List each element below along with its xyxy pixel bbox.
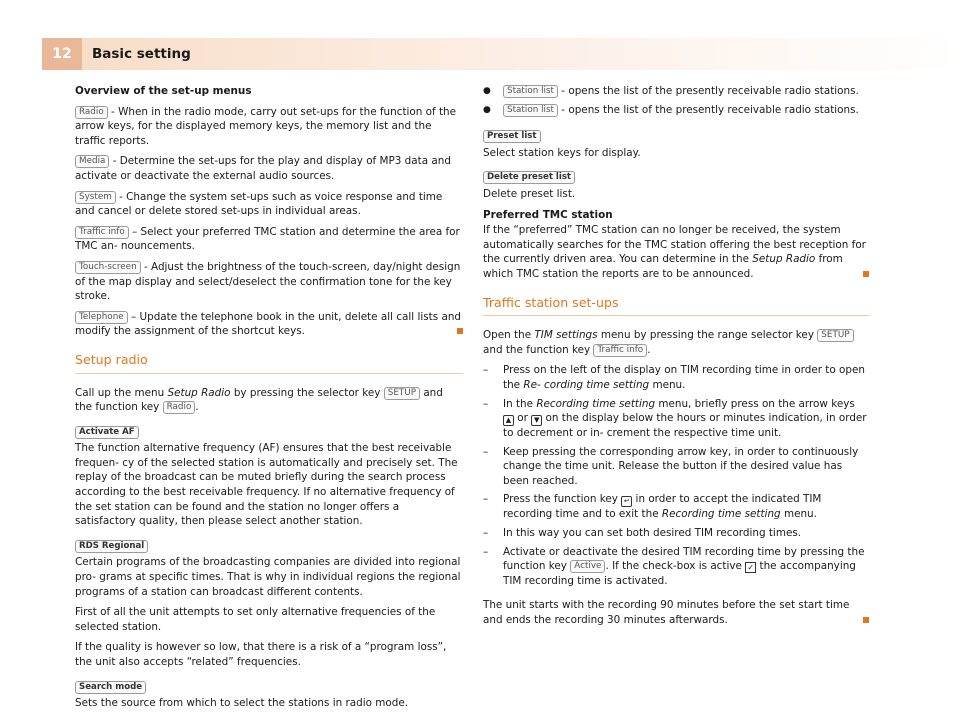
step-5: – In this way you can set both desired TIM recording times. [483, 527, 802, 540]
setup-key: SETUP [817, 329, 853, 342]
preferred-tmc-title: Preferred TMC station [483, 208, 613, 221]
section-end-icon [863, 617, 869, 623]
search-mode-description: Sets the source from which to select the stations in radio mode. [75, 697, 409, 710]
step-1: – Press on the left of the display on TIM recording time in order to open the Re- cording time setting menu. [483, 364, 865, 391]
rds-paragraph-1: Certain programs of the broadcasting companies are divided into regional pro- grams at specific times. That is why in individual regions the regional programs of a station can broadcast different contents. [75, 556, 461, 598]
section-end-icon [457, 328, 463, 334]
media-key: Media [75, 155, 109, 168]
menu-item-radio [75, 105, 463, 149]
traffic-station-heading: Traffic station set-ups [483, 296, 869, 317]
list-item: ● Station list - opens the list of the presently receivable radio stations. [483, 85, 859, 97]
bullet-icon: ● [483, 104, 491, 115]
menu-item-touch-screen [75, 260, 463, 304]
station-list-key: Station list [503, 104, 558, 117]
traffic-info-key: Traffic info [593, 344, 647, 357]
callup-paragraph: Call up the menu Setup Radio by pressing the selector key SETUP and the function key Radio . [75, 386, 443, 414]
af-description: The function alternative frequency (AF) ensures that the best receivable frequen- cy of the selected station is automatically and precisely set. The replay of the broadcast can be muted briefly during the search process according to the best receivable frequency. If no alternative frequency of the set station can be found and the station no longer offers a satisfactory quality, then please select another station. [75, 442, 458, 528]
setup-radio-heading: Setup radio [75, 353, 463, 374]
checkbox-checked-icon: ✓ [745, 562, 756, 573]
section-end-icon [863, 271, 869, 277]
return-icon: ↵ [621, 496, 632, 507]
arrow-down-icon: ▼ [531, 415, 542, 426]
system-key: System [75, 191, 116, 204]
activate-af-key: Activate AF [75, 426, 139, 439]
delete-description: Delete preset list. [483, 187, 576, 200]
setup-key: SETUP [384, 387, 420, 400]
right-column [483, 84, 869, 634]
menu-item-text: - Determine the set-ups for the play and display of MP3 data and activate or deactivate the external audio sources. [75, 155, 451, 182]
menu-item-telephone [75, 310, 463, 339]
radio-key: Radio [163, 401, 196, 414]
delete-preset-list-key: Delete preset list [483, 171, 575, 184]
menu-item-traffic-info [75, 225, 463, 254]
menu-item-system [75, 190, 463, 219]
touch-screen-key: Touch-screen [75, 261, 141, 274]
menu-item-text: - Change the system set-ups such as voice response and time and cancel or delete stored set-ups in individual areas. [75, 190, 443, 218]
arrow-up-icon: ▲ [503, 415, 514, 426]
search-mode-key: Search mode [75, 681, 146, 694]
menu-item-text: - Adjust the brightness of the touch-screen, day/night design of the map display and select/deselect the confirmation tone for the key stroke. [75, 260, 461, 303]
rds-paragraph-2: First of all the unit attempts to set only alternative frequencies of the selected station. [75, 606, 436, 633]
preferred-tmc-text: If the “preferred” TMC station can no longer be received, the system automatically searches for the TMC station offering the best reception for the currently driven area. You can determine in the Setup Radio from which TMC station the reports are to be announced. [483, 223, 869, 281]
preset-description: Select station keys for display. [483, 146, 641, 159]
list-item: ● Station list - opens the list of the presently receivable radio stations. [483, 103, 859, 116]
rds-regional-key: RDS Regional [75, 540, 148, 553]
menu-item-text: - When in the radio mode, carry out set-ups for the function of the arrow keys, for the displayed memory keys, the memory list and the traffic reports. [75, 105, 457, 147]
rds-paragraph-3: If the quality is however so low, that there is a risk of a “program loss”, the unit also accepts “related” frequencies. [75, 641, 447, 668]
preset-list-key: Preset list [483, 130, 541, 143]
telephone-key: Telephone [75, 311, 128, 324]
traffic-info-key: Traffic info [75, 226, 129, 239]
overview-title: Overview of the set-up menus [75, 85, 252, 97]
menu-item-media [75, 154, 463, 183]
left-column [75, 84, 463, 717]
step-4: – Press the function key ↵ in order to accept the indicated TIM recording time and to exit the Recording time setting menu. [483, 493, 822, 521]
chapter-title: Basic setting [92, 46, 191, 62]
radio-key: Radio [75, 106, 108, 119]
menu-item-text: – Select your preferred TMC station and determine the area for TMC an- nouncements. [75, 225, 460, 253]
page-number: 12 [42, 38, 82, 70]
menu-item-text: – Update the telephone book in the unit, delete all call lists and modify the assignment of the shortcut keys. [75, 310, 462, 338]
station-list-key: Station list [503, 85, 558, 98]
bullet-icon: ● [483, 86, 491, 96]
active-key: Active [570, 560, 605, 573]
step-6: – Activate or deactivate the desired TIM recording time by pressing the function key Active . If the check-box is active ✓ the accompanying TIM recording time is activated. [483, 545, 865, 587]
step-3: – Keep pressing the corresponding arrow key, in order to continuously change the time unit. Release the button if the desired value has been reached. [483, 445, 859, 487]
closing-paragraph: The unit starts with the recording 90 minutes before the set start time and ends the recording 30 minutes afterwards. [483, 598, 869, 627]
step-2: – In the Recording time setting menu, briefly press on the arrow keys ▲ or ▼ on the display below the hours or minutes indication, in order to decrement or in- crement the respective time unit. [483, 397, 867, 440]
tim-open-paragraph: Open the TIM settings menu by pressing the range selector key SETUP and the function key Traffic info . [483, 328, 869, 357]
